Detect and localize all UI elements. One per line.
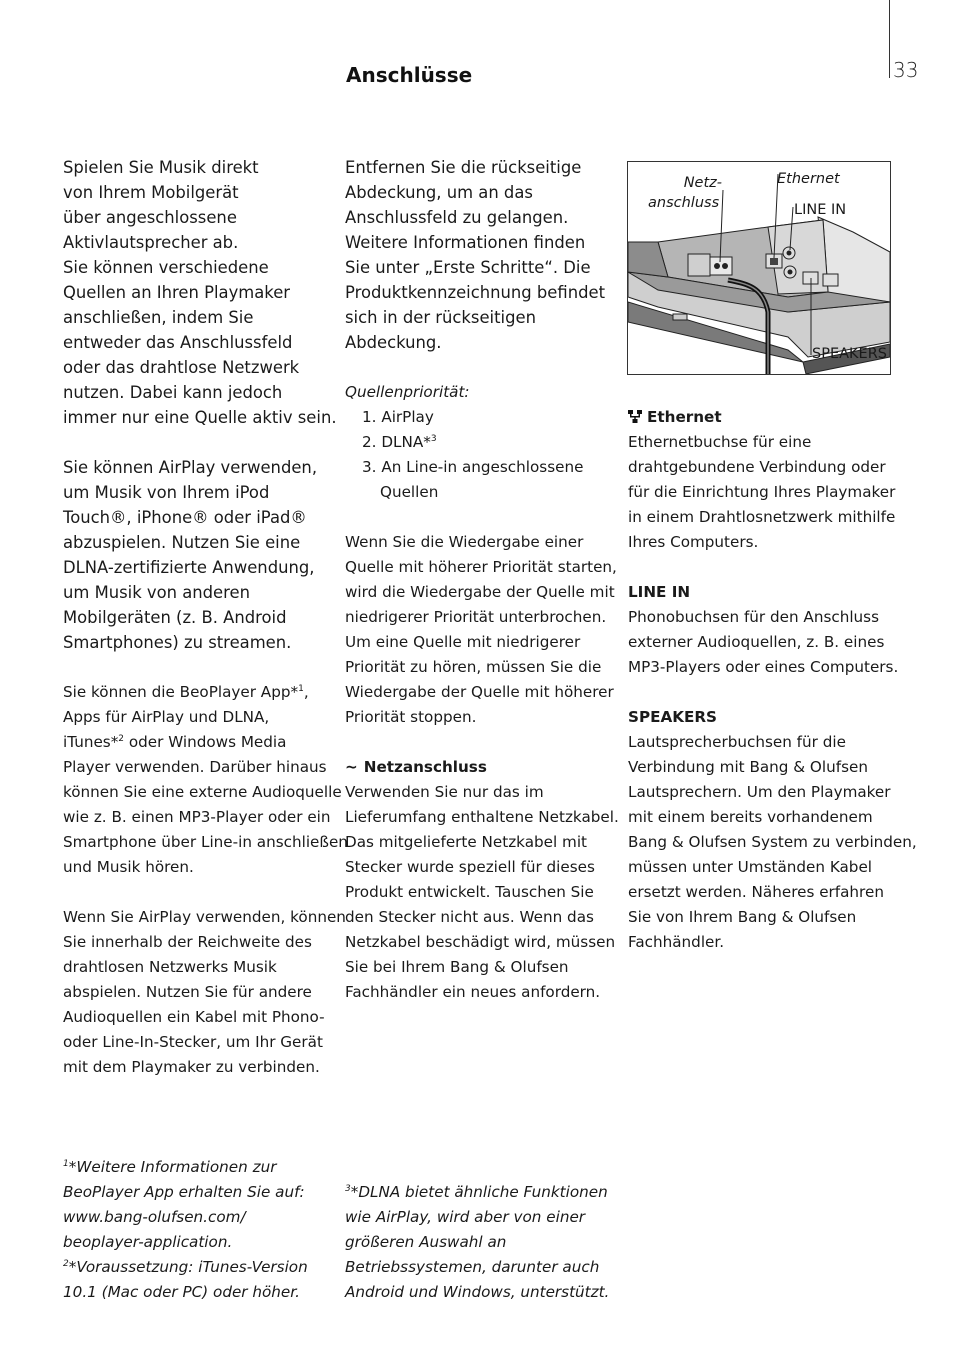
page-number: 33 [893, 58, 919, 82]
text-line: Verbindung mit Bang & Olufsen [628, 758, 868, 776]
text-line: Wenn Sie die Wiedergabe einer [345, 533, 584, 551]
text-line: , [303, 683, 309, 701]
text-line: und Musik hören. [63, 858, 194, 876]
text-line: Spielen Sie Musik direkt [63, 158, 259, 177]
footnote-ref: 3 [430, 433, 437, 444]
col2-priority-list [345, 380, 583, 505]
text-line: mit dem Playmaker zu verbinden. [63, 1058, 320, 1076]
text-line: oder Line-In-Stecker, um Ihr Gerät [63, 1033, 323, 1051]
text-line: Quelle mit höherer Priorität starten, [345, 558, 617, 576]
col2-footnote [345, 1180, 609, 1305]
text-line: niedrigerer Priorität unterbrochen. [345, 608, 607, 626]
text-line: mit einem bereits vorhandenem [628, 808, 873, 826]
text-line: *Voraussetzung: iTunes-Version [68, 1258, 308, 1276]
footnote-ref: 2 [118, 733, 125, 744]
col2-priority-paragraph [345, 530, 617, 730]
col1-footnotes [63, 1155, 308, 1305]
footnote-marker: 2 [63, 1258, 69, 1269]
footnote-ref: 1 [298, 683, 304, 694]
text-line: Netzkabel beschädigt wird, müssen [345, 933, 616, 951]
text-line: *DLNA bietet ähnliche Funktionen [350, 1183, 608, 1201]
col3-ethernet-section [628, 405, 895, 555]
footnote-marker: 1 [63, 1158, 69, 1169]
col2-cover-paragraph [345, 155, 605, 355]
connection-panel-illustration [627, 161, 891, 375]
text-line: Sie können AirPlay verwenden, [63, 458, 318, 477]
ethernet-heading: Ethernet [647, 408, 722, 426]
col1-apps-paragraph [63, 680, 348, 880]
text-line: *Weitere Informationen zur [68, 1158, 277, 1176]
text-line: Anschlussfeld zu gelangen. [345, 208, 569, 227]
text-line: Produkt entwickelt. Tauschen Sie [345, 883, 594, 901]
label-ethernet: Ethernet [777, 171, 840, 187]
text-line: Produktkennzeichnung befindet [345, 283, 606, 302]
label-netzanschluss-line2: anschluss [648, 195, 720, 211]
power-tilde-icon: ~ [345, 758, 358, 776]
text-line: Ihres Computers. [628, 533, 759, 551]
col3-speakers-section [628, 705, 917, 955]
text-line: Fachhändler ein neues anfordern. [345, 983, 601, 1001]
speakers-heading: SPEAKERS [628, 708, 717, 726]
text-line: Android und Windows, unterstützt. [345, 1283, 610, 1301]
power-heading: Netzanschluss [363, 758, 487, 776]
text-line: Quellen an Ihren Playmaker [63, 283, 291, 302]
text-line: Sie können die BeoPlayer App* [63, 683, 299, 701]
text-line: sich in der rückseitigen [345, 308, 536, 327]
text-line: Stecker wurde speziell für dieses [345, 858, 595, 876]
text-line: um Musik von anderen [63, 583, 250, 602]
text-line: über angeschlossene [63, 208, 237, 227]
ethernet-icon [628, 410, 642, 423]
text-line: Abdeckung. [345, 333, 442, 352]
text-line: Ethernetbuchse für eine [628, 433, 812, 451]
text-line: entweder das Anschlussfeld [63, 333, 293, 352]
text-line: drahtlosen Netzwerks Musik [63, 958, 277, 976]
text-line: wie AirPlay, wird aber von einer [345, 1208, 586, 1226]
text-line: von Ihrem Mobilgerät [63, 183, 239, 202]
text-line: Aktivlautsprecher ab. [63, 233, 239, 252]
text-line: ersetzt werden. Näheres erfahren [628, 883, 884, 901]
text-line: Priorität zu hören, müssen Sie die [345, 658, 602, 676]
text-line: Entfernen Sie die rückseitige [345, 158, 582, 177]
text-line: DLNA-zertifizierte Anwendung, [63, 558, 315, 577]
text-line: immer nur eine Quelle aktiv sein. [63, 408, 337, 427]
label-netzanschluss-line1: Netz- [683, 175, 722, 191]
text-line: Weitere Informationen finden [345, 233, 586, 252]
text-line: Apps für AirPlay und DLNA, [63, 708, 270, 726]
text-line: oder Windows Media [124, 733, 287, 751]
text-line: Touch®, iPhone® oder iPad® [63, 508, 307, 527]
linein-heading: LINE IN [628, 583, 691, 601]
text-line: den Stecker nicht aus. Wenn das [345, 908, 594, 926]
text-lines [628, 605, 898, 680]
text-line: Betriebssystemen, darunter auch [345, 1258, 600, 1276]
text-line: Mobilgeräten (z. B. Android [63, 608, 287, 627]
text-line: Player verwenden. Darüber hinaus [63, 758, 327, 776]
text-lines [628, 430, 895, 555]
text-line: oder das drahtlose Netzwerk [63, 358, 300, 377]
text-line: in einem Drahtlosnetzwerk mithilfe [628, 508, 896, 526]
text-line: Lautsprechern. Um den Playmaker [628, 783, 891, 801]
text-line: wird die Wiedergabe der Quelle mit [345, 583, 615, 601]
text-line: Lieferumfang enthaltene Netzkabel. [345, 808, 619, 826]
text-line: 10.1 (Mac oder PC) oder höher. [63, 1283, 300, 1301]
list-item-continuation: Quellen [380, 483, 439, 501]
footnote-link-text: beoplayer-application. [63, 1233, 233, 1251]
list-item: 3. An Line-in angeschlossene [362, 458, 584, 476]
text-lines [345, 780, 619, 1005]
text-line: Verwenden Sie nur das im [345, 783, 544, 801]
text-line: Wiedergabe der Quelle mit höherer [345, 683, 614, 701]
text-line: Bang & Olufsen System zu verbinden, [628, 833, 917, 851]
text-line: anschließen, indem Sie [63, 308, 254, 327]
text-line: für die Einrichtung Ihres Playmaker [628, 483, 896, 501]
text-line: externer Audioquellen, z. B. eines [628, 633, 885, 651]
text-line: Das mitgelieferte Netzkabel mit [345, 833, 588, 851]
text-line: Smartphone über Line-in anschließen [63, 833, 348, 851]
page-edge-rule [889, 0, 890, 78]
text-line: Sie unter „Erste Schritte“. Die [345, 258, 591, 277]
playmaker-back-panel-drawing [628, 162, 890, 374]
text-line: größeren Auswahl an [345, 1233, 507, 1251]
text-line: Phonobuchsen für den Anschluss [628, 608, 880, 626]
text-line: BeoPlayer App erhalten Sie auf: [63, 1183, 305, 1201]
text-line: nutzen. Dabei kann jedoch [63, 383, 283, 402]
col1-intro-paragraph [63, 155, 337, 430]
text-lines [63, 755, 348, 880]
text-lines [628, 730, 917, 955]
label-speakers: SPEAKERS [812, 346, 887, 362]
text-line: um Musik von Ihrem iPod [63, 483, 270, 502]
text-line: Abdeckung, um an das [345, 183, 533, 202]
col3-linein-section [628, 580, 898, 680]
text-line: abspielen. Nutzen Sie für andere [63, 983, 312, 1001]
text-line: Lautsprecherbuchsen für die [628, 733, 846, 751]
text-line: können Sie eine externe Audioquelle [63, 783, 342, 801]
text-line: Smartphones) zu streamen. [63, 633, 292, 652]
col2-power-section [345, 755, 619, 1005]
footnote-marker: 3 [345, 1183, 351, 1194]
page-title: Anschlüsse [346, 63, 473, 87]
text-line: Um eine Quelle mit niedrigerer [345, 633, 581, 651]
col1-airplay-paragraph [63, 455, 317, 655]
text-line: Audioquellen ein Kabel mit Phono- [63, 1008, 325, 1026]
text-line: Priorität stoppen. [345, 708, 477, 726]
list-item: 1. AirPlay [362, 408, 434, 426]
text-line: müssen unter Umständen Kabel [628, 858, 873, 876]
text-line: Sie innerhalb der Reichweite des [63, 933, 312, 951]
text-line: Wenn Sie AirPlay verwenden, können [63, 908, 346, 926]
text-line: Sie können verschiedene [63, 258, 269, 277]
text-line: Sie bei Ihrem Bang & Olufsen [345, 958, 569, 976]
text-line: MP3-Players oder eines Computers. [628, 658, 899, 676]
footnote-link-text: www.bang-olufsen.com/ [63, 1208, 246, 1226]
text-line: iTunes* [63, 733, 119, 751]
text-line: wie z. B. einen MP3-Player oder ein [63, 808, 331, 826]
label-line-in: LINE IN [794, 202, 847, 218]
text-line: drahtgebundene Verbindung oder [628, 458, 886, 476]
text-line: abzuspielen. Nutzen Sie eine [63, 533, 301, 552]
list-item-text: 2. DLNA* [362, 433, 431, 451]
priority-heading: Quellenpriorität: [345, 383, 470, 401]
text-line: Fachhändler. [628, 933, 725, 951]
col1-wireless-paragraph [63, 905, 346, 1080]
list-item [345, 430, 583, 455]
text-line: Sie von Ihrem Bang & Olufsen [628, 908, 857, 926]
